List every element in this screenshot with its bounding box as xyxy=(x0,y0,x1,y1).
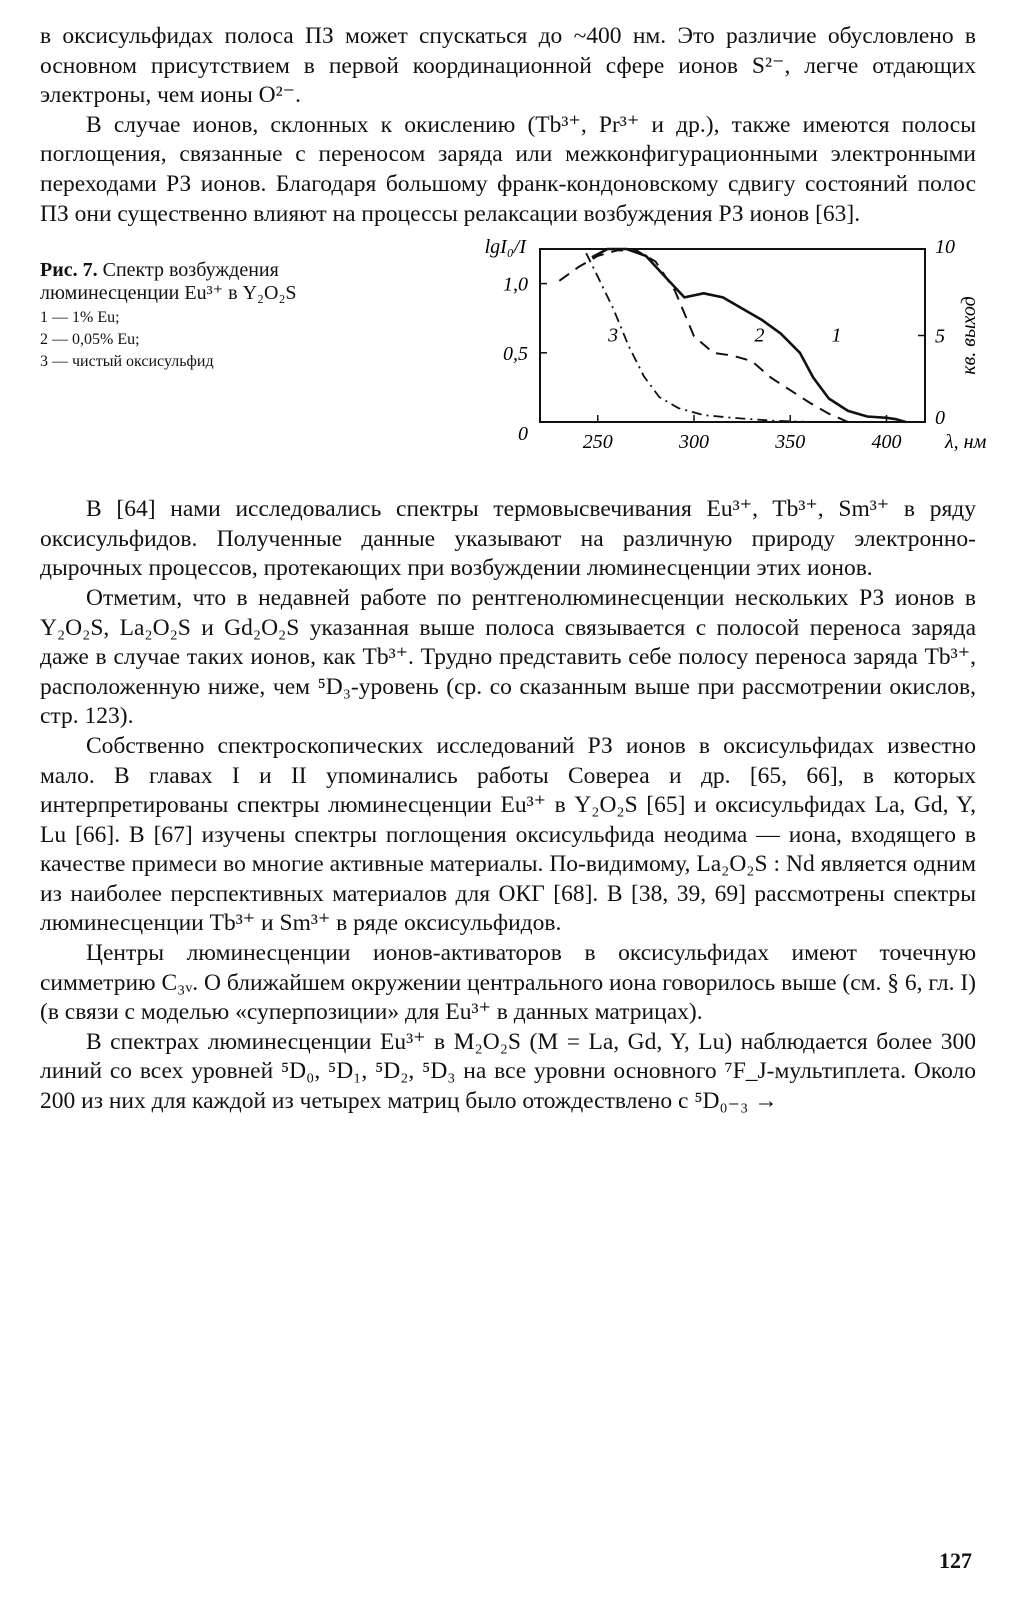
y-left-axis-label: lgI₀/I xyxy=(484,236,526,259)
x-tick-label: 250 xyxy=(582,431,613,454)
legend-item: 3 — чистый оксисульфид xyxy=(40,353,214,371)
legend-item: 2 — 0,05% Eu; xyxy=(40,331,140,349)
paragraph: В [64] нами исследовались спектры термовысвечивания Eu³⁺, Tb³⁺, Sm³⁺ в ряду оксисульфидов. Полученные данные указывают на различную природу электронно-дырочных процессов, протекающих при возбуждении люминесценции этих ионов. xyxy=(40,496,976,582)
page-number: 127 xyxy=(939,1548,972,1573)
series-2-line xyxy=(559,251,848,423)
paragraph: в оксисульфидах полоса ПЗ может спускаться до ~400 нм. Это различие обусловлено в основном присутствием в первой координационной сфере ионов S²⁻, легче отдающих электроны, чем ионы O²⁻. xyxy=(40,23,976,109)
x-tick-label: 350 xyxy=(775,431,806,454)
series-1-label: 1 xyxy=(831,324,842,347)
paragraph: Отметим, что в недавней работе по рентгенолюминесценции нескольких РЗ ионов в Y₂O₂S, La₂O₂S и Gd₂O₂S указанная выше полоса связывается с полосой переноса заряда даже в случае таких ионов, как Tb³⁺. Трудно представить себе полосу переноса заряда Tb³⁺, расположенную ниже, чем ⁵D₃-уровень (ср. со сказанным выше при рассмотрении окислов, стр. 123). xyxy=(40,584,976,730)
figure-legend xyxy=(40,307,380,373)
page-body xyxy=(40,22,987,1117)
y-left-tick-label: 0 xyxy=(518,423,528,446)
caption-text: Спектр возбуждения люминесценции Eu³⁺ в Y₂O₂S xyxy=(40,259,297,305)
y-right-axis-label: кв. выход xyxy=(958,296,980,375)
x-axis-label: λ, нм xyxy=(945,431,987,454)
bottom-text xyxy=(40,495,976,1116)
y-right-tick-label: 5 xyxy=(935,325,945,348)
x-tick-label: 400 xyxy=(871,431,902,454)
figure-caption xyxy=(40,259,380,373)
series-3-label: 3 xyxy=(608,324,619,347)
y-right-tick-label: 10 xyxy=(935,236,955,259)
series-1-line xyxy=(592,249,906,422)
y-left-tick-label: 1,0 xyxy=(503,273,528,296)
x-tick-label: 300 xyxy=(679,431,709,454)
paragraph: Центры люминесценции ионов-активаторов в оксисульфидах имеют точечную симметрию C₃ᵥ. О ближайшем окружении центрального иона говорилось выше (см. § 6, гл. I) (в связи с моделью «суперпозиции» для Eu³⁺ в данных матрицах). xyxy=(40,940,977,1026)
figure xyxy=(40,236,987,487)
top-text xyxy=(40,22,976,229)
y-right-tick-label: 0 xyxy=(935,407,945,430)
caption-label: Рис. 7. xyxy=(40,259,98,282)
paragraph: В случае ионов, склонных к окислению (Tb³⁺, Pr³⁺ и др.), также имеются полосы поглощения, связанные с переносом заряда или межконфигурационными электронными переходами РЗ ионов. Благодаря большому франк-кондоновскому сдвигу состояний полос ПЗ они существенно влияют на процессы релаксации возбуждения РЗ ионов [63]. xyxy=(40,111,976,227)
series-3-line xyxy=(586,253,848,422)
legend-item: 1 — 1% Eu; xyxy=(40,309,120,327)
paragraph: Собственно спектроскопических исследований РЗ ионов в оксисульфидах известно мало. В главах I и II упоминались работы Совереа и др. [65, 66], в которых интерпретированы спектры люминесценции Eu³⁺ в Y₂O₂S [65] и оксисульфидах La, Gd, Y, Lu [66]. В [67] изучены спектры поглощения оксисульфида неодима — иона, входящего в качестве примеси во многие активные материалы. По-видимому, La₂O₂S : Nd является одним из наиболее перспективных материалов для ОКГ [68]. В [38, 39, 69] рассмотрены спектры люминесценции Tb³⁺ и Sm³⁺ в ряде оксисульфидов. xyxy=(40,732,976,937)
excitation-spectrum-chart xyxy=(420,236,987,477)
series-2-label: 2 xyxy=(754,324,765,347)
paragraph: В спектрах люминесценции Eu³⁺ в M₂O₂S (M = La, Gd, Y, Lu) наблюдается более 300 линий со всех уровней ⁵D₀, ⁵D₁, ⁵D₂, ⁵D₃ на все уровни основного ⁷F_J-мультиплета. Около 200 из них для каждой из четырех матриц было отождествлено с ⁵D₀₋₃ → xyxy=(40,1028,976,1115)
y-left-tick-label: 0,5 xyxy=(503,342,528,365)
